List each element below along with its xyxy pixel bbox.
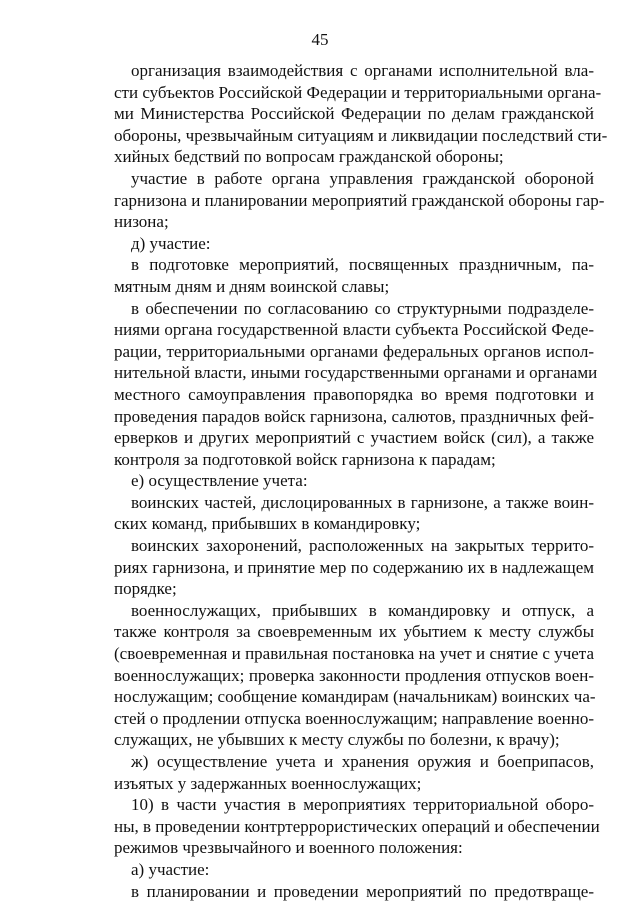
text-line: военнослужащих, прибывших в командировку и отпуск, а <box>131 600 594 620</box>
text-line: е) осуществление учета: <box>131 471 308 491</box>
text-line: порядке; <box>114 579 177 599</box>
text-line: местного самоуправления правопорядка во время подготовки и <box>114 384 594 404</box>
text-line: воинских частей, дислоцированных в гарнизоне, а также воин- <box>131 492 594 512</box>
document-body <box>114 60 608 902</box>
text-line: контроля за подготовкой войск гарнизона к парадам; <box>114 449 496 469</box>
page-number: 45 <box>311 30 329 49</box>
text-line: мятным дням и дням воинской славы; <box>114 276 390 296</box>
text-line: воинских захоронений, расположенных на закрытых террито- <box>131 536 594 556</box>
text-line: военнослужащих; проверка законности продления отпусков воен- <box>114 665 594 685</box>
text-line: в планировании и проведении мероприятий по предотвраще- <box>131 881 594 901</box>
text-line: обороны, чрезвычайным ситуациям и ликвидации последствий сти- <box>114 125 608 145</box>
text-line: режимов чрезвычайного и военного положения: <box>114 838 463 858</box>
text-line: рации, территориальными органами федеральных органов испол- <box>114 341 594 361</box>
text-line: стей о продлении отпуска военнослужащим; направление военно- <box>114 708 594 728</box>
text-line: риях гарнизона, и принятие мер по содержанию их в надлежащем <box>114 557 594 577</box>
text-line: ми Министерства Российской Федерации по делам гражданской <box>114 104 594 124</box>
text-line: низона; <box>114 212 169 232</box>
text-line: гарнизона и планировании мероприятий гражданской обороны гар- <box>114 190 605 210</box>
text-line: хийных бедствий по вопросам гражданской обороны; <box>114 147 504 167</box>
text-line: а) участие: <box>131 859 210 879</box>
text-line: (своевременная и правильная постановка на учет и снятие с учета <box>114 644 594 664</box>
text-line: 10) в части участия в мероприятиях территориальной оборо- <box>131 795 594 815</box>
text-line: изъятых у задержанных военнослужащих; <box>114 773 422 793</box>
text-line: организация взаимодействия с органами исполнительной вла- <box>131 61 594 80</box>
text-line: в подготовке мероприятий, посвященных праздничным, па- <box>131 255 594 275</box>
text-line: сти субъектов Российской Федерации и территориальными органа- <box>114 82 602 102</box>
text-line: ж) осуществление учета и хранения оружия и боеприпасов, <box>131 752 594 771</box>
text-line: ны, в проведении контртеррористических операций и обеспечении <box>114 816 600 836</box>
text-line: д) участие: <box>131 233 211 253</box>
text-line: ских команд, прибывших в командировку; <box>114 514 421 534</box>
text-line: ниями органа государственной власти субъекта Российской Феде- <box>114 320 594 340</box>
text-line: также контроля за своевременным их убытием к месту службы <box>114 622 594 642</box>
text-line: ерверков и других мероприятий с участием войск (сил), а также <box>114 428 594 448</box>
text-line: служащих, не убывших к месту службы по болезни, к врачу); <box>114 730 560 750</box>
text-line: в обеспечении по согласованию со структурными подразделе- <box>131 298 594 318</box>
text-line: нительной власти, иными государственными органами и органами <box>114 363 598 383</box>
text-line: нослужащим; сообщение командирам (начальникам) воинских ча- <box>114 687 596 707</box>
text-line: проведения парадов войск гарнизона, салютов, праздничных фей- <box>114 406 594 426</box>
text-line: участие в работе органа управления гражданской обороной <box>131 168 594 188</box>
